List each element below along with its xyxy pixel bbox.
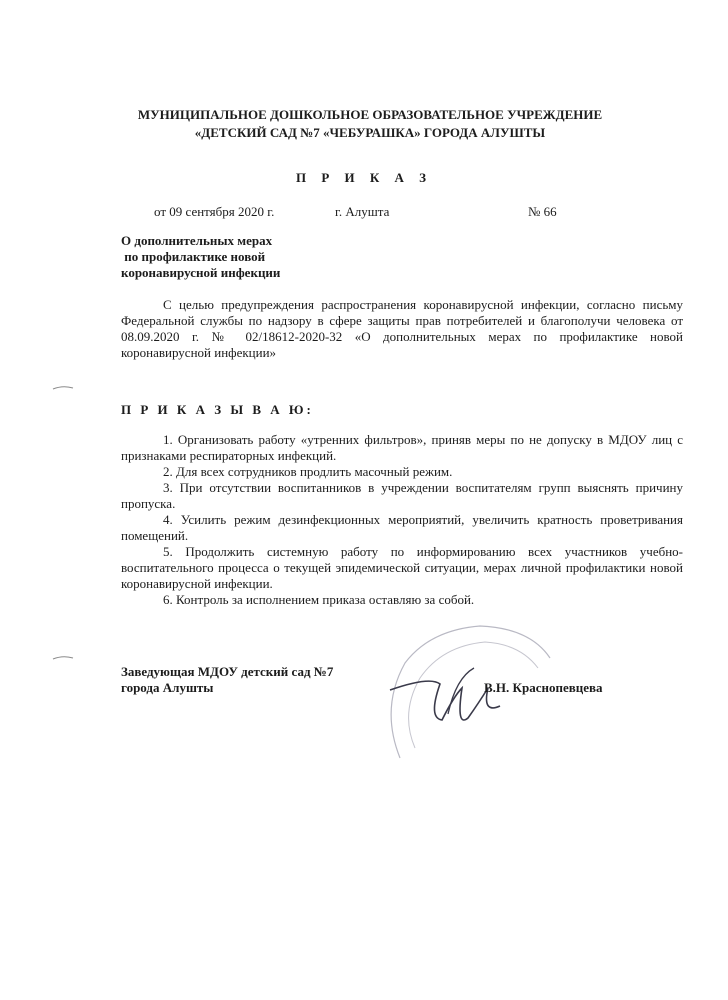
institution-header [100,106,640,142]
margin-mark [52,654,74,662]
order-item: 3. При отсутствии воспитанников в учреждении воспитателям групп выяснять причину пропуска. [121,480,683,511]
order-subject [121,233,280,281]
order-item: 6. Контроль за исполнением приказа оставляю за собой. [163,592,475,607]
subject-line3: коронавирусной инфекции [121,265,281,280]
order-items-list [121,432,683,608]
order-number: № 66 [528,204,557,219]
subject-line2: по профилактике новой [121,249,266,264]
preamble-paragraph: С целью предупреждения распространения коронавирусной инфекции, согласно письму Федеральной службы по надзору в сфере защиты прав потребителей и благополучи человека от 08.09.2020 г. № 02/18612-2020-32 «О дополнительных мерах по профилактике новой коронавирусной инфекции» [121,297,683,360]
order-city: г. Алушта [335,204,390,219]
order-item: 4. Усилить режим дезинфекционных мероприятий, увеличить кратность проветривания помещений. [121,512,683,543]
subject-line1: О дополнительных мерах [121,233,273,248]
institution-name-line2: «ДЕТСКИЙ САД №7 «ЧЕБУРАШКА» ГОРОДА АЛУШТЫ [194,125,546,140]
signatory-role-line2: города Алушты [121,680,214,695]
order-item: 2. Для всех сотрудников продлить масочный режим. [163,464,453,479]
signatory-role-line1: Заведующая МДОУ детский сад №7 [121,664,334,679]
order-title: П Р И К А З [295,170,433,185]
institution-name-line1: МУНИЦИПАЛЬНОЕ ДОШКОЛЬНОЕ ОБРАЗОВАТЕЛЬНОЕ УЧРЕЖДЕНИЕ [137,107,603,122]
order-heading: П Р И К А З Ы В А Ю: [121,402,314,417]
order-date: от 09 сентября 2020 г. [154,204,275,219]
margin-mark [52,384,74,392]
signatory-role [121,664,333,696]
order-item: 1. Организовать работу «утренних фильтров», приняв меры по не допуску в МДОУ лиц с признаками респираторных инфекций. [121,432,683,463]
signatory-name: В.Н. Краснопевцева [484,680,603,695]
order-item: 5. Продолжить системную работу по информированию всех участников учебно-воспитательного процесса о текущей эпидемической ситуации, мерах личной профилактики новой коронавирусной инфекции. [121,544,683,591]
